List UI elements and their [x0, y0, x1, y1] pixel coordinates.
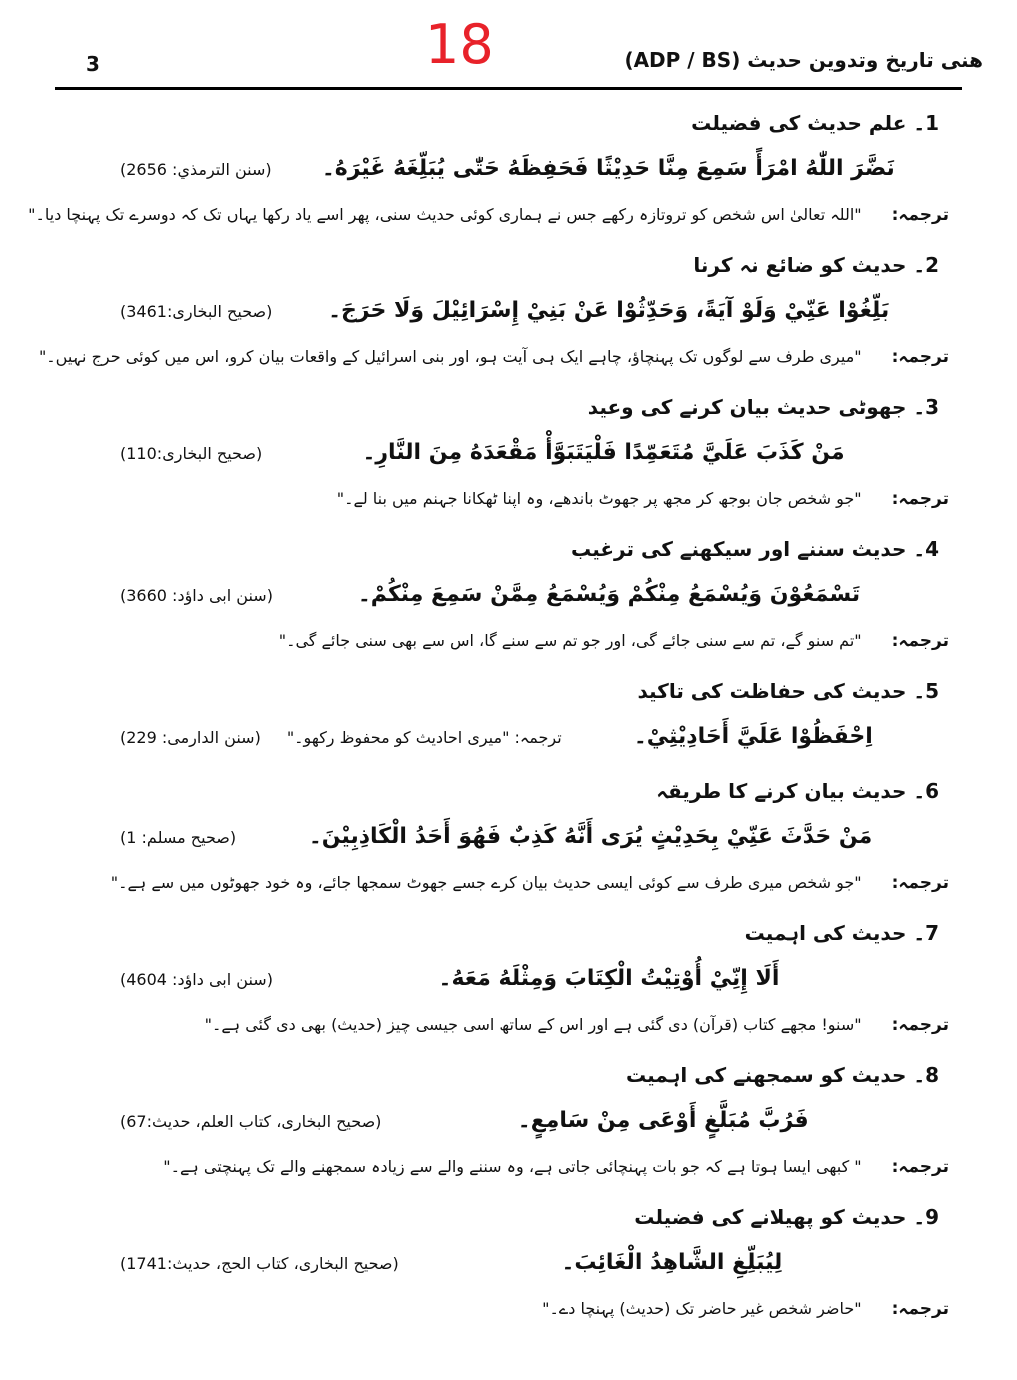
hadith-section	[0, 102, 1017, 236]
translation-label: ترجمہ:	[891, 1299, 949, 1319]
hadith-row	[0, 286, 1017, 336]
section-heading: 4۔ حدیث سننے اور سیکھنے کی ترغیب	[571, 537, 939, 561]
section-heading: 3۔ جھوٹی حدیث بیان کرنے کی وعید	[587, 395, 939, 419]
translation-label: ترجمہ:	[891, 631, 949, 651]
section-heading: 6۔ حدیث بیان کرنے کا طریقہ	[656, 779, 939, 803]
hadith-row	[0, 1096, 1017, 1146]
hadith-reference: (صحیح البخاری:110)	[120, 443, 263, 463]
translation-row	[0, 478, 1017, 520]
hadith-arabic: نَضَّرَ اللّٰهُ امْرَأً سَمِعَ مِنَّا حَدِيْثًا فَحَفِظَهُ حَتّٰى يُبَلِّغَهُ غَيْرَهُ۔	[321, 156, 895, 182]
hadith-arabic: أَلَا إِنِّيْ أُوْتِيْتُ الْكِتَابَ وَمِثْلَهُ مَعَهُ۔	[438, 966, 780, 992]
header-title: ھنی تاریخ وتدوین حدیث (ADP / BS)	[624, 48, 983, 72]
page-header	[0, 0, 1017, 92]
header-rule	[55, 87, 962, 90]
section-heading: 9۔ حدیث کو پھیلانے کی فضیلت	[634, 1205, 939, 1229]
hadith-arabic: بَلِّغُوْا عَنِّيْ وَلَوْ آيَةً، وَحَدِّثُوْا عَنْ بَنِيْ إِسْرَائِيْلَ وَلَا حَرَجَ۔	[328, 298, 890, 324]
translation-row	[0, 336, 1017, 378]
section-heading: 8۔ حدیث کو سمجھنے کی اہمیت	[625, 1063, 939, 1087]
hadith-section	[0, 244, 1017, 378]
hadith-reference: (سنن الترمذي: 2656)	[120, 159, 272, 179]
hadith-section	[0, 912, 1017, 1046]
hadith-row	[0, 144, 1017, 194]
section-heading: 7۔ حدیث کی اہمیت	[744, 921, 939, 945]
hadith-arabic: فَرُبَّ مُبَلَّغٍ أَوْعَى مِنْ سَامِعٍ۔	[517, 1108, 809, 1134]
hadith-row	[0, 1238, 1017, 1288]
hadith-section	[0, 670, 1017, 762]
hadith-reference: (سنن الدارمی: 229)	[120, 727, 261, 747]
lesson-number: 18	[425, 13, 494, 76]
translation-row	[0, 1004, 1017, 1046]
translation-label: ترجمہ:	[891, 489, 949, 509]
translation-row	[0, 194, 1017, 236]
translation-text: "اللہ تعالیٰ اس شخص کو تروتازہ رکھے جس نے ہماری کوئی حدیث سنی، پھر اسے یاد رکھا یہاں تک کہ دوسرے تک پہنچا دیا۔"	[28, 205, 862, 224]
translation-text: "حاضر شخص غیر حاضر تک (حدیث) پہنچا دے۔"	[542, 1299, 862, 1318]
translation-text: "تم سنو گے، تم سے سنی جائے گی، اور جو تم سے سنے گا، اس سے بھی سنی جائے گی۔"	[278, 631, 862, 650]
hadith-row	[0, 428, 1017, 478]
hadith-arabic: تَسْمَعُوْنَ وَيُسْمَعُ مِنْكُمْ وَيُسْمَعُ مِمَّنْ سَمِعَ مِنْكُمْ۔	[357, 582, 861, 608]
translation-label: ترجمہ:	[891, 347, 949, 367]
hadith-section	[0, 528, 1017, 662]
hadith-reference: (سنن ابی داؤد: 3660)	[120, 585, 273, 605]
inline-translation: ترجمہ: "میری احادیث کو محفوظ رکھو۔"	[286, 727, 562, 747]
translation-text: "جو شخص میری طرف سے کوئی ایسی حدیث بیان کرے جسے جھوٹ سمجھا جائے، وہ خود جھوٹوں میں سے ہے۔"	[110, 873, 862, 892]
hadith-section	[0, 1196, 1017, 1330]
hadith-reference: (سنن ابی داؤد: 4604)	[120, 969, 273, 989]
hadith-row	[0, 570, 1017, 620]
translation-label: ترجمہ:	[891, 873, 949, 893]
hadith-arabic: مَنْ حَدَّثَ عَنِّيْ بِحَدِيْثٍ يُرَى أَنَّهُ كَذِبٌ فَهُوَ أَحَدُ الْكَاذِبِيْنَ۔	[308, 824, 873, 850]
hadith-reference: (صحیح البخاری:3461)	[120, 301, 273, 321]
hadith-row	[0, 812, 1017, 862]
translation-text: "میری طرف سے لوگوں تک پہنچاؤ، چاہے ایک ہی آیت ہو، اور بنی اسرائیل کے واقعات بیان کرو، اس میں کوئی حرج نہیں۔"	[38, 347, 862, 366]
hadith-section	[0, 770, 1017, 904]
hadith-arabic: لِيُبَلِّغِ الشَّاهِدُ الْغَائِبَ۔	[561, 1250, 783, 1276]
translation-text: " کبھی ایسا ہوتا ہے کہ جو بات پہنچائی جاتی ہے، وہ سننے والے سے زیادہ سمجھنے والے تک پہنچتی ہے۔"	[163, 1157, 862, 1176]
hadith-arabic: مَنْ كَذَبَ عَلَيَّ مُتَعَمِّدًا فَلْيَتَبَوَّأْ مَقْعَدَهُ مِنَ النَّارِ۔	[362, 440, 845, 466]
hadith-arabic: اِحْفَظُوْا عَلَيَّ أَحَادِيْثِيْ۔	[633, 724, 873, 750]
hadith-row	[0, 712, 1017, 762]
translation-row	[0, 620, 1017, 662]
sections	[0, 92, 1017, 1330]
translation-label: ترجمہ:	[891, 1015, 949, 1035]
hadith-row	[0, 954, 1017, 1004]
hadith-reference: (صحیح البخاری، کتاب الحج، حدیث:1741)	[120, 1253, 399, 1273]
translation-row	[0, 1146, 1017, 1188]
translation-row	[0, 1288, 1017, 1330]
section-heading: 1۔ علم حدیث کی فضیلت	[691, 111, 939, 135]
translation-row	[0, 862, 1017, 904]
hadith-section	[0, 1054, 1017, 1188]
page-number: 3	[86, 52, 100, 76]
translation-label: ترجمہ:	[891, 1157, 949, 1177]
translation-label: ترجمہ:	[891, 205, 949, 225]
section-heading: 2۔ حدیث کو ضائع نہ کرنا	[693, 253, 939, 277]
hadith-section	[0, 386, 1017, 520]
hadith-reference: (صحیح مسلم: 1)	[120, 827, 237, 847]
hadith-reference: (صحیح البخاری، کتاب العلم، حدیث:67)	[120, 1111, 382, 1131]
translation-text: "جو شخص جان بوجھ کر مجھ پر جھوٹ باندھے، وہ اپنا ٹھکانا جہنم میں بنا لے۔"	[336, 489, 862, 508]
section-heading: 5۔ حدیث کی حفاظت کی تاکید	[637, 679, 939, 703]
translation-text: "سنو! مجھے کتاب (قرآن) دی گئی ہے اور اس کے ساتھ اسی جیسی چیز (حدیث) بھی دی گئی ہے۔"	[204, 1015, 862, 1034]
